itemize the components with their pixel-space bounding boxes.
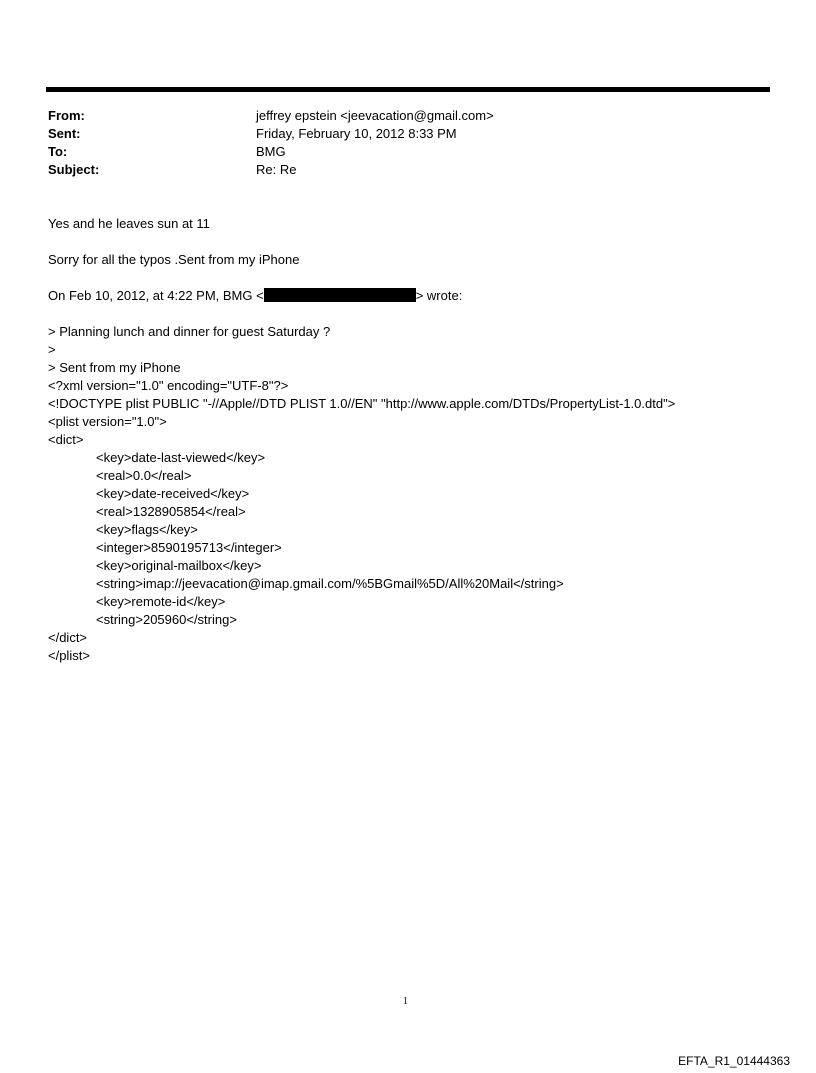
quote-intro <box>48 287 788 305</box>
to-value: BMG <box>256 144 286 159</box>
xml-line: <dict> <box>48 432 84 447</box>
xml-dict-entry: <string>205960</string> <box>96 612 237 627</box>
to-label: To: <box>48 144 68 159</box>
from-label: From: <box>48 108 85 123</box>
header-divider <box>46 87 770 92</box>
email-body <box>48 215 788 665</box>
xml-dict-entry: <key>original-mailbox</key> <box>96 558 262 573</box>
quoted-line: > Planning lunch and dinner for guest Saturday ? <box>48 324 331 339</box>
xml-dict-entry: <real>0.0</real> <box>96 468 192 483</box>
xml-dict-entry: <key>date-received</key> <box>96 486 250 501</box>
quote-intro-text: > wrote: <box>415 288 463 303</box>
xml-dict-entry: <integer>8590195713</integer> <box>96 540 282 555</box>
xml-dict-entry: <key>remote-id</key> <box>96 594 226 609</box>
redaction-block <box>336 288 416 302</box>
xml-line: <!DOCTYPE plist PUBLIC "-//Apple//DTD PLIST 1.0//EN" "http://www.apple.com/DTDs/PropertyList-1.0.dtd"> <box>48 396 676 411</box>
quoted-line: > <box>48 342 56 357</box>
sent-label: Sent: <box>48 126 81 141</box>
from-value: jeffrey epstein <jeevacation@gmail.com> <box>256 108 494 123</box>
sent-value: Friday, February 10, 2012 8:33 PM <box>256 126 457 141</box>
xml-dict-entry: <key>date-last-viewed</key> <box>96 450 266 465</box>
body-line: Yes and he leaves sun at 11 <box>48 216 210 231</box>
subject-label: Subject: <box>48 162 100 177</box>
subject-value: Re: Re <box>256 162 297 177</box>
body-line: Sorry for all the typos .Sent from my iPhone <box>48 252 300 267</box>
quoted-line: > Sent from my iPhone <box>48 360 181 375</box>
xml-line: <plist version="1.0"> <box>48 414 167 429</box>
xml-line: </dict> <box>48 630 88 645</box>
xml-line: <?xml version="1.0" encoding="UTF-8"?> <box>48 378 289 393</box>
xml-line: </plist> <box>48 648 90 663</box>
xml-dict-entry: <real>1328905854</real> <box>96 504 246 519</box>
document-id: EFTA_R1_01444363 <box>678 1054 790 1068</box>
xml-dict-entry: <string>imap://jeevacation@imap.gmail.com/%5BGmail%5D/All%20Mail</string> <box>96 576 564 591</box>
xml-dict-entry: <key>flags</key> <box>96 522 198 537</box>
page-number: 1 <box>403 996 408 1007</box>
redaction-block <box>264 288 336 302</box>
quote-intro-text: On Feb 10, 2012, at 4:22 PM, BMG < <box>48 288 264 303</box>
